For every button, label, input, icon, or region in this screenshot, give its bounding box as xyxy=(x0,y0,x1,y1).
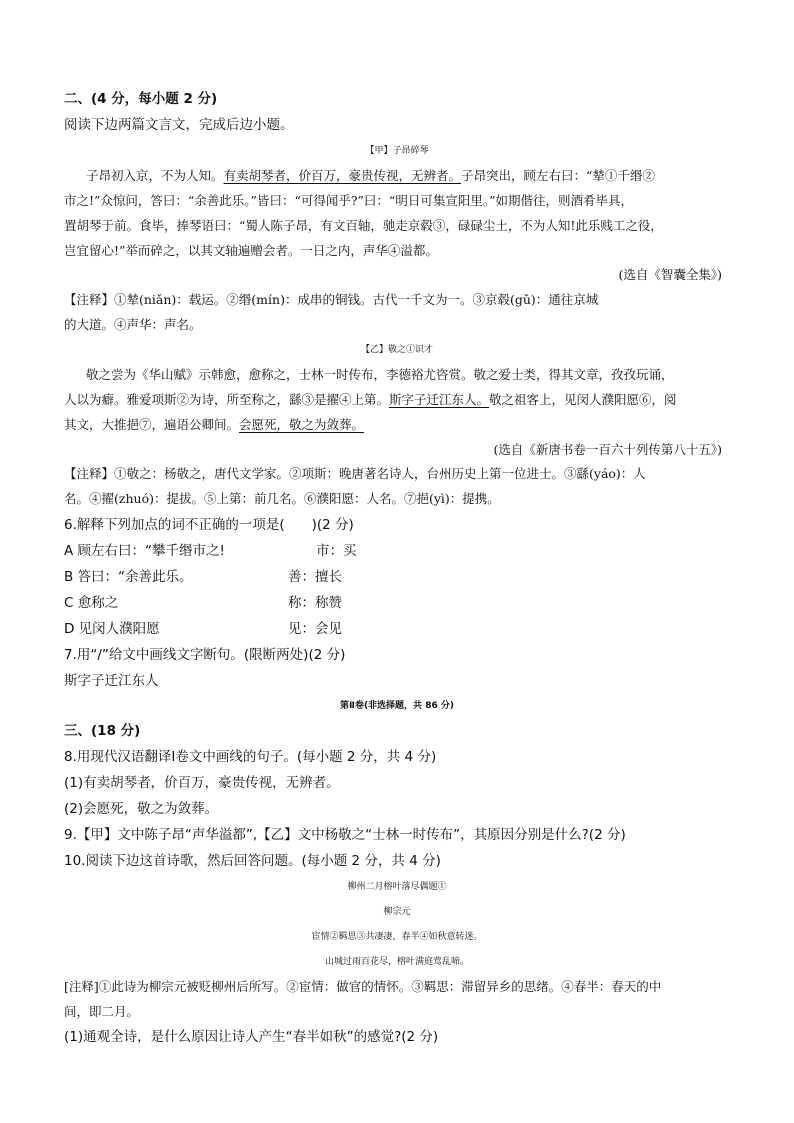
passage-a-line4: 岂宜留心!”举而碎之，以其文轴遍赠会者。一日之内，声华④溢都。 xyxy=(64,243,438,258)
passage-a-line1 xyxy=(86,167,655,185)
passage-b-line3-head: 其文，大推挹⑦，遍语公卿间。 xyxy=(64,417,240,432)
q6-option-a: A 顾左右曰：“攀千缗市之! xyxy=(64,543,225,559)
q8-stem: 8.用现代汉语翻译Ⅰ卷文中画线的句子。(每小题 2 分，共 4 分) xyxy=(64,749,437,765)
passage-b-source: (选自《新唐书卷一百六十列传第八十五》) xyxy=(493,442,722,457)
passage-a-line2: 市之!”众惊问，答曰：“余善此乐。”皆曰：“可得闻乎?”曰：“明日可集宣阳里。”如期偕往，则酒肴毕具， xyxy=(64,193,633,208)
passage-a-underlined-sentence: 有卖胡琴者，价百万，豪贵传视，无辨者。 xyxy=(223,168,462,183)
q6-option-a-answer: 市：买 xyxy=(316,543,357,559)
passage-b-line3 xyxy=(64,416,364,434)
passage-b-line1: 敬之尝为《华山赋》示韩愈，愈称之，士林一时传布，李德裕尤咨赏。敬之爱士类，得其文章，孜孜玩诵， xyxy=(86,367,674,382)
poem-note1: [注释]①此诗为柳宗元被贬柳州后所写。②宦情：做官的情怀。③羁思：滞留异乡的思绪。④春半：春天的中 xyxy=(64,979,662,994)
q10-sub1: (1)通观全诗，是什么原因让诗人产生“春半如秋”的感觉?(2 分) xyxy=(64,1029,439,1045)
q9-stem: 9.【甲】文中陈子昂“声华溢都”,【乙】文中杨敬之“士林一时传布”，其原因分别是什么?(2 分) xyxy=(64,827,626,843)
passage-b-line2 xyxy=(64,391,677,409)
passage-b-underlined-b: 会愿死，敬之为敛葬。 xyxy=(239,417,365,432)
section2-heading: 二、(4 分，每小题 2 分) xyxy=(64,91,218,107)
passage-a-note1: 【注释】①辇(niǎn)：载运。②缗(mín)：成串的铜钱。古代一千文为一。③京毂(gǔ)：通往京城 xyxy=(64,292,599,307)
poem-author: 柳宗元 xyxy=(383,907,411,917)
q10-stem: 10.阅读下边这首诗歌，然后回答问题。(每小题 2 分，共 4 分) xyxy=(64,853,441,869)
section3-heading: 三、(18 分) xyxy=(64,723,141,739)
volume2-heading: 第Ⅱ卷(非选择题，共 86 分) xyxy=(340,701,454,711)
poem-line1: 宦情②羁思③共凄凄，春半④如秋意转迷。 xyxy=(311,932,483,942)
q6-option-b-answer: 善：擅长 xyxy=(288,569,342,585)
q7-text: 斯字子迁江东人 xyxy=(64,673,159,689)
poem-note2: 间，即二月。 xyxy=(64,1004,140,1019)
passage-b-line2-head: 人以为癖。雅爱项斯②为诗，所至称之，繇③是擢④上第。 xyxy=(64,392,390,407)
q6-option-b: B 答曰：“余善此乐。 xyxy=(64,569,193,585)
passage-a-source: (选自《智囊全集》) xyxy=(618,267,722,282)
q8-sentence1: (1)有卖胡琴者，价百万，豪贵传视，无辨者。 xyxy=(64,775,340,791)
poem-line2: 山城过雨百花尽，榕叶满庭莺乱啼。 xyxy=(324,957,469,967)
q6-option-d-answer: 见：会见 xyxy=(288,621,342,637)
q6-stem: 6.解释下列加点的词不正确的一项是( )(2 分) xyxy=(64,517,354,533)
passage-b-title: 【乙】敬之①识才 xyxy=(360,345,433,355)
passage-b-underlined-a: 斯字子迁江东人。 xyxy=(389,392,490,407)
q6-option-d: D 见闵人濮阳愿 xyxy=(64,621,160,637)
q6-option-c: C 愈称之 xyxy=(64,595,119,611)
q8-sentence2: (2)会愿死，敬之为敛葬。 xyxy=(64,801,219,817)
passage-a-line1-tail: 子昂突出，顾左右曰：“辇①千缗② xyxy=(461,168,655,183)
q7-stem: 7.用“/”给文中画线文字断句。(限断两处)(2 分) xyxy=(64,647,346,663)
passage-b-line2-tail: 敬之祖客上，见闵人濮阳愿⑥，阅 xyxy=(489,392,677,407)
passage-b-note2: 名。④擢(zhuó)：提拔。⑤上第：前几名。⑥濮阳愿：人名。⑦挹(yì)：提携。 xyxy=(64,491,500,506)
passage-a-line3: 置胡琴于前。食毕，捧琴语曰：“蜀人陈子昂，有文百轴，驰走京毂③，碌碌尘土，不为人知!此乐贱工之役， xyxy=(64,218,663,233)
q6-option-c-answer: 称：称赞 xyxy=(288,595,342,611)
passage-b-note1: 【注释】①敬之：杨敬之，唐代文学家。②项斯：晚唐著名诗人，台州历史上第一位进士。③繇(yáo)：人 xyxy=(64,466,646,481)
passage-a-title: 【甲】子昂碎琴 xyxy=(365,146,429,156)
section2-instruction: 阅读下边两篇文言文，完成后边小题。 xyxy=(64,117,294,133)
passage-a-note2: 的大道。④声华：声名。 xyxy=(64,317,202,332)
passage-a-line1-head: 子昂初入京，不为人知。 xyxy=(86,168,224,183)
poem-title: 柳州二月榕叶落尽偶题① xyxy=(347,882,447,892)
